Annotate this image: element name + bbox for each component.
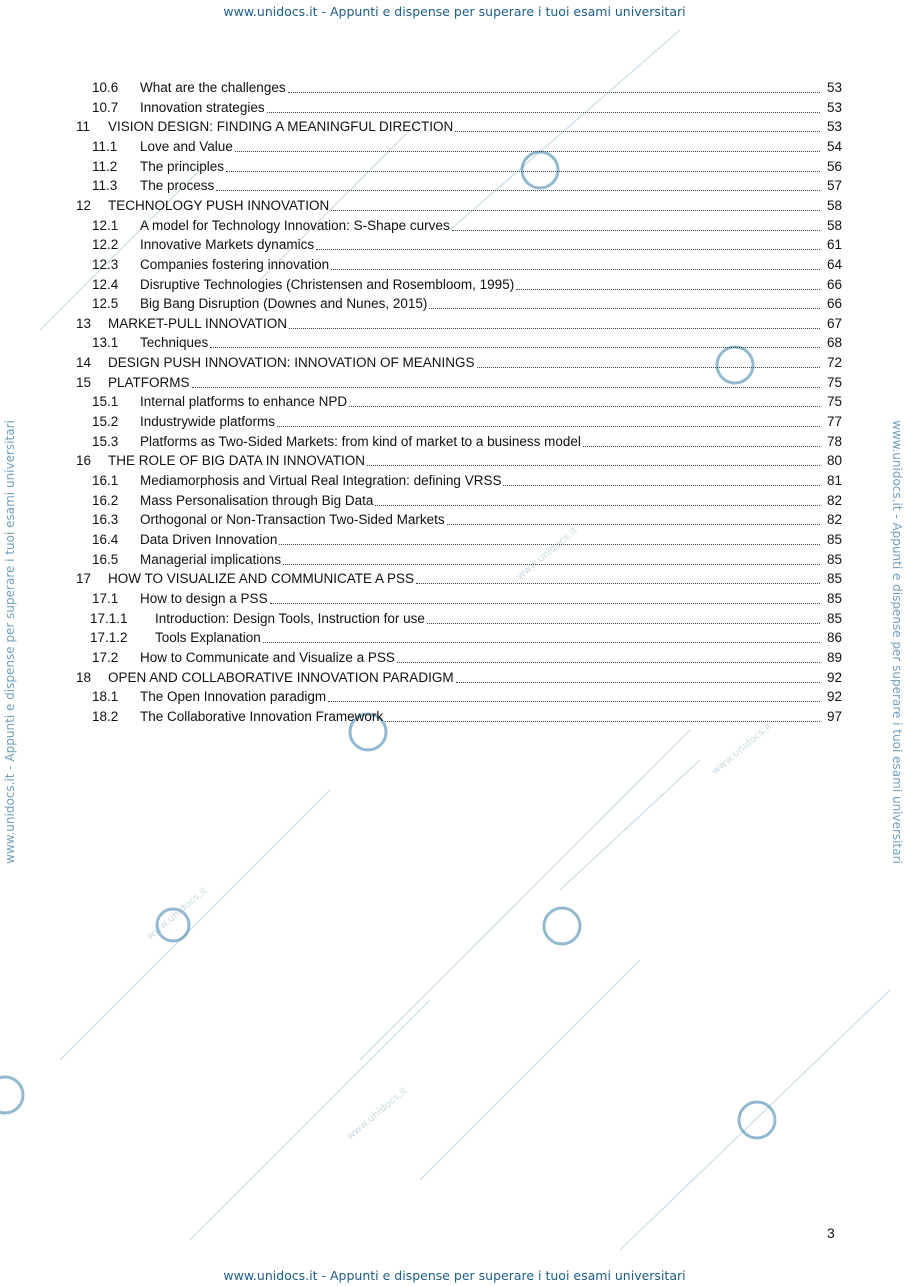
toc-entry[interactable] [0,78,909,97]
toc-entry-page: 67 [826,315,842,331]
toc-entry[interactable] [0,353,909,372]
toc-entry[interactable] [0,628,909,647]
page-number: 3 [827,1225,835,1241]
toc-entry[interactable] [0,392,909,411]
toc-dot-leader [452,216,820,231]
toc-entry-number: 11 [76,119,91,135]
toc-dot-leader [367,451,820,466]
toc-dot-leader [192,373,820,388]
toc-entry[interactable] [0,491,909,510]
toc-entry-number: 12.5 [92,296,119,312]
toc-entry-title: How to Communicate and Visualize a PSS [140,649,395,665]
toc-dot-leader [455,117,820,132]
toc-dot-leader [270,589,820,604]
toc-entry-page: 68 [826,335,842,351]
toc-entry-page: 97 [826,708,842,724]
toc-entry-title: Big Bang Disruption (Downes and Nunes, 2015) [140,296,428,312]
header-banner: www.unidocs.it - Appunti e dispense per superare i tuoi esami universitari [223,4,686,19]
toc-entry[interactable] [0,510,909,529]
toc-entry-page: 85 [826,571,842,587]
toc-entry-page: 56 [826,158,842,174]
toc-entry-number: 16 [76,453,92,469]
toc-dot-leader [267,98,820,113]
toc-entry-number: 16.1 [92,473,119,488]
toc-entry-title: Innovation strategies [140,99,265,115]
toc-entry[interactable] [0,255,909,274]
toc-entry[interactable] [0,648,909,667]
toc-entry-page: 58 [826,217,842,233]
right-side-watermark: www.unidocs.it - Appunti e dispense per superare i tuoi esami universitari [890,420,904,864]
toc-entry[interactable] [0,451,909,470]
toc-entry-number: 12 [76,197,92,213]
toc-dot-leader [316,235,820,250]
toc-entry-number: 17 [76,571,92,587]
toc-entry-title: TECHNOLOGY PUSH INNOVATION [108,197,330,213]
toc-entry-number: 12.4 [92,276,119,292]
toc-entry-page: 72 [826,355,842,371]
toc-entry-page: 66 [826,276,842,292]
toc-entry[interactable] [0,668,909,687]
toc-entry-page: 53 [826,119,842,135]
toc-dot-leader [283,550,820,565]
toc-entry-number: 14 [76,355,92,371]
toc-entry[interactable] [0,137,909,156]
toc-entry-number: 16.3 [92,512,119,528]
toc-entry-title: Companies fostering innovation [140,256,330,272]
toc-dot-leader [331,255,820,270]
toc-entry-page: 85 [826,610,842,626]
toc-dot-leader [456,668,820,683]
toc-entry-title: How to design a PSS [140,590,268,606]
toc-entry-number: 12.1 [92,217,119,233]
toc-dot-leader [279,530,820,545]
toc-entry[interactable] [0,707,909,726]
toc-dot-leader [277,412,820,427]
toc-entry-title: HOW TO VISUALIZE AND COMMUNICATE A PSS [108,571,415,587]
toc-dot-leader [429,294,820,309]
toc-dot-leader [216,176,820,191]
toc-entry-page: 85 [826,531,842,547]
toc-entry-number: 17.2 [92,649,119,665]
toc-entry[interactable] [0,589,909,608]
toc-entry-page: 85 [826,590,842,606]
toc-entry[interactable] [0,373,909,392]
toc-entry-page: 75 [826,374,842,390]
toc-dot-leader [263,628,820,643]
toc-entry-page: 53 [826,99,842,115]
toc-dot-leader [226,157,820,172]
toc-entry-page: 66 [826,296,842,312]
footer-banner: www.unidocs.it - Appunti e dispense per superare i tuoi esami universitari [223,1268,686,1283]
svg-text:www.unidocs.it: www.unidocs.it [344,1085,410,1143]
toc-entry[interactable] [0,432,909,451]
toc-entry-number: 11.1 [92,138,118,154]
toc-entry-title: Techniques [140,335,209,351]
toc-entry-title: Love and Value [140,138,233,154]
toc-entry[interactable] [0,98,909,117]
toc-entry-title: Introduction: Design Tools, Instruction for use [155,610,425,626]
toc-entry-page: 81 [826,473,842,488]
toc-entry-title: A model for Technology Innovation: S-Shape curves [140,217,450,233]
toc-entry-number: 16.4 [92,531,119,547]
toc-entry-page: 53 [826,80,842,95]
toc-dot-leader [375,491,820,506]
toc-entry-number: 18.2 [92,708,119,724]
toc-entry-number: 18.1 [92,689,119,705]
toc-entry-number: 17.1.2 [90,630,128,646]
toc-entry[interactable] [0,235,909,254]
toc-dot-leader [328,687,820,702]
toc-entry[interactable] [0,333,909,352]
svg-text:www.unidocs.it: www.unidocs.it [144,885,210,943]
toc-entry-page: 82 [826,512,842,528]
toc-dot-leader [349,392,820,407]
toc-entry[interactable] [0,530,909,549]
toc-entry-title: Disruptive Technologies (Christensen and Rosembloom, 1995) [140,276,515,292]
toc-entry-title: Data Driven Innovation [140,531,278,547]
toc-entry-title: Mass Personalisation through Big Data [140,492,374,508]
toc-dot-leader [289,314,820,329]
toc-entry-page: 57 [826,178,842,194]
toc-entry-number: 15.3 [92,433,119,449]
toc-entry[interactable] [0,196,909,215]
toc-entry[interactable] [0,569,909,588]
toc-entry-title: The Collaborative Innovation Framework [140,708,384,724]
toc-dot-leader [427,609,820,624]
toc-entry[interactable] [0,294,909,313]
toc-dot-leader [447,510,820,525]
toc-entry-page: 86 [826,630,842,646]
toc-entry-number: 13 [76,315,92,331]
toc-entry-number: 16.5 [92,551,119,567]
toc-entry-number: 18 [76,669,92,685]
toc-entry-title: The Open Innovation paradigm [140,689,327,705]
toc-entry-title: Tools Explanation [155,630,261,646]
toc-entry-title: DESIGN PUSH INNOVATION: INNOVATION OF MEANINGS [108,355,475,371]
toc-entry[interactable] [0,275,909,294]
toc-entry[interactable] [0,412,909,431]
toc-entry-number: 13.1 [92,335,119,351]
svg-text:www.unidocs.it: www.unidocs.it [709,720,775,778]
toc-dot-leader [477,353,820,368]
toc-entry-number: 15 [76,374,92,390]
toc-entry-page: 54 [826,138,842,154]
toc-entry-number: 11.2 [92,158,118,174]
toc-entry[interactable] [0,687,909,706]
toc-entry-number: 16.2 [92,492,119,508]
toc-entry-number: 12.3 [92,256,119,272]
toc-entry-title: VISION DESIGN: FINDING A MEANINGFUL DIRECTION [108,119,454,135]
toc-dot-leader [385,707,820,722]
toc-entry-page: 80 [826,453,842,469]
toc-entry-page: 78 [826,433,842,449]
toc-entry-title: Platforms as Two-Sided Markets: from kind of market to a business model [140,433,581,449]
toc-entry-title: OPEN AND COLLABORATIVE INNOVATION PARADIGM [108,669,454,685]
toc-entry-page: 89 [826,649,842,665]
toc-entry-page: 61 [826,237,842,253]
toc-entry-page: 85 [826,551,842,567]
toc-entry-number: 17.1.1 [90,610,128,626]
toc-dot-leader [210,333,820,348]
toc-dot-leader [397,648,820,663]
toc-entry-number: 15.1 [92,394,119,410]
toc-entry-title: Managerial implications [140,551,282,567]
toc-entry-page: 92 [826,669,842,685]
toc-entry-number: 11.3 [92,178,118,194]
svg-text:www.unidocs.it: www.unidocs.it [514,525,580,583]
toc-entry-page: 75 [826,394,842,410]
toc-entry[interactable] [0,216,909,235]
toc-entry[interactable] [0,314,909,333]
toc-entry-title: Orthogonal or Non-Transaction Two-Sided Markets [140,512,445,528]
toc-entry-title: Industrywide platforms [140,414,276,430]
toc-entry-number: 15.2 [92,414,119,430]
left-side-watermark: www.unidocs.it - Appunti e dispense per superare i tuoi esami universitari [3,420,17,864]
toc-entry[interactable] [0,471,909,490]
toc-entry-title: Innovative Markets dynamics [140,237,315,253]
toc-entry-title: The process [140,178,215,194]
toc-entry-page: 92 [826,689,842,705]
toc-entry-title: What are the challenges [140,80,286,95]
toc-entry-page: 82 [826,492,842,508]
toc-entry-number: 17.1 [92,590,119,606]
toc-entry-title: THE ROLE OF BIG DATA IN INNOVATION [108,453,366,469]
toc-entry-page: 58 [826,197,842,213]
toc-dot-leader [583,432,820,447]
toc-entry[interactable] [0,176,909,195]
toc-entry-page: 64 [826,256,842,272]
toc-entry[interactable] [0,117,909,136]
toc-entry-title: The principles [140,158,225,174]
toc-dot-leader [331,196,820,211]
toc-entry[interactable] [0,157,909,176]
toc-entry-number: 12.2 [92,237,119,253]
toc-entry-title: Mediamorphosis and Virtual Real Integration: defining VRSS [140,473,502,488]
toc-entry-number: 10.7 [92,99,119,115]
toc-entry[interactable] [0,609,909,628]
toc-entry-number: 10.6 [92,80,119,95]
toc-dot-leader [516,275,820,290]
toc-dot-leader [416,569,820,584]
toc-dot-leader [503,471,820,486]
toc-entry[interactable] [0,550,909,569]
toc-dot-leader [288,78,820,93]
toc-entry-title: Internal platforms to enhance NPD [140,394,348,410]
toc-dot-leader [235,137,820,152]
toc-entry-title: MARKET-PULL INNOVATION [108,315,288,331]
toc-entry-page: 77 [826,414,842,430]
toc-entry-title: PLATFORMS [108,374,190,390]
